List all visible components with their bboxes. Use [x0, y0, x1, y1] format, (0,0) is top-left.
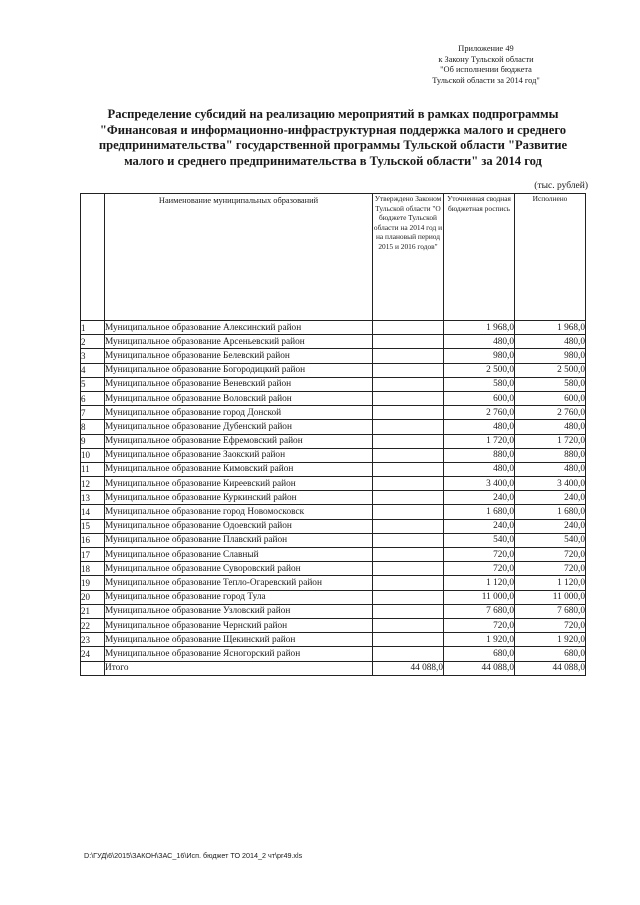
row-name: Муниципальное образование Щекинский район	[105, 633, 373, 647]
row-number: 21	[81, 604, 105, 618]
row-number: 2	[81, 335, 105, 349]
table-total-row	[81, 661, 586, 675]
row-approved	[373, 533, 444, 547]
row-refined: 720,0	[444, 562, 515, 576]
row-number: 6	[81, 391, 105, 405]
row-number: 13	[81, 491, 105, 505]
row-number: 22	[81, 618, 105, 632]
header-approved: Утверждено Законом Тульской области "О бюджете Тульской области на 2014 год и на плановый период 2015 и 2016 годов"	[373, 194, 444, 321]
row-number: 3	[81, 349, 105, 363]
row-executed: 240,0	[515, 519, 586, 533]
row-number: 8	[81, 420, 105, 434]
table-row	[81, 349, 586, 363]
row-name: Муниципальное образование Куркинский район	[105, 491, 373, 505]
row-name: Муниципальное образование Белевский район	[105, 349, 373, 363]
table-row	[81, 590, 586, 604]
row-number: 1	[81, 321, 105, 335]
header-name: Наименование муниципальных образований	[105, 194, 373, 321]
row-executed: 240,0	[515, 491, 586, 505]
file-path-footer: D:\ГУД\6\2015\ЗАКОН\ЗАС_16\Исп. бюджет ТО 2014_2 чт\pr49.xls	[84, 851, 303, 860]
row-executed: 1 680,0	[515, 505, 586, 519]
row-name: Муниципальное образование город Тула	[105, 590, 373, 604]
row-name: Муниципальное образование город Новомосковск	[105, 505, 373, 519]
row-executed: 720,0	[515, 618, 586, 632]
table-header-row	[81, 194, 586, 321]
row-name: Муниципальное образование Заокский район	[105, 448, 373, 462]
appendix-block	[380, 44, 592, 86]
row-refined: 880,0	[444, 448, 515, 462]
row-name: Муниципальное образование Суворовский район	[105, 562, 373, 576]
row-name: Муниципальное образование Веневский район	[105, 377, 373, 391]
title-line: предпринимательства" государственной программы Тульской области "Развитие	[98, 138, 568, 153]
row-refined: 1 120,0	[444, 576, 515, 590]
row-refined: 600,0	[444, 391, 515, 405]
row-executed: 7 680,0	[515, 604, 586, 618]
row-executed: 680,0	[515, 647, 586, 661]
row-executed: 480,0	[515, 420, 586, 434]
table-row	[81, 462, 586, 476]
table-row	[81, 406, 586, 420]
row-executed: 1 120,0	[515, 576, 586, 590]
row-approved	[373, 576, 444, 590]
table-row	[81, 491, 586, 505]
row-number: 18	[81, 562, 105, 576]
row-executed: 720,0	[515, 562, 586, 576]
row-number: 19	[81, 576, 105, 590]
row-executed: 600,0	[515, 391, 586, 405]
row-approved	[373, 604, 444, 618]
row-name: Муниципальное образование Славный	[105, 548, 373, 562]
row-approved	[373, 335, 444, 349]
row-executed: 980,0	[515, 349, 586, 363]
table-row	[81, 505, 586, 519]
row-number: 17	[81, 548, 105, 562]
row-approved	[373, 590, 444, 604]
row-approved	[373, 391, 444, 405]
table-row	[81, 321, 586, 335]
row-number: 11	[81, 462, 105, 476]
table-row	[81, 434, 586, 448]
appendix-line: Приложение 49	[458, 44, 514, 53]
row-executed: 3 400,0	[515, 477, 586, 491]
row-approved	[373, 321, 444, 335]
row-refined: 240,0	[444, 491, 515, 505]
row-number: 5	[81, 377, 105, 391]
row-refined: 1 720,0	[444, 434, 515, 448]
row-name: Муниципальное образование Киреевский район	[105, 477, 373, 491]
row-executed: 540,0	[515, 533, 586, 547]
row-refined: 1 920,0	[444, 633, 515, 647]
row-name: Муниципальное образование Алексинский район	[105, 321, 373, 335]
row-number: 9	[81, 434, 105, 448]
row-refined: 580,0	[444, 377, 515, 391]
row-executed: 2 760,0	[515, 406, 586, 420]
row-refined: 480,0	[444, 335, 515, 349]
row-executed: 880,0	[515, 448, 586, 462]
row-executed: 580,0	[515, 377, 586, 391]
row-name: Муниципальное образование город Донской	[105, 406, 373, 420]
row-refined: 1 968,0	[444, 321, 515, 335]
row-approved	[373, 633, 444, 647]
table-row	[81, 533, 586, 547]
row-executed: 11 000,0	[515, 590, 586, 604]
total-label: Итого	[105, 661, 373, 675]
row-executed: 480,0	[515, 462, 586, 476]
table-row	[81, 363, 586, 377]
total-refined: 44 088,0	[444, 661, 515, 675]
title-line: малого и среднего предпринимательства в Тульской области" за 2014 год	[124, 153, 542, 168]
row-number: 7	[81, 406, 105, 420]
row-approved	[373, 363, 444, 377]
table-row	[81, 633, 586, 647]
appendix-line: к Закону Тульской области	[438, 54, 534, 64]
row-approved	[373, 491, 444, 505]
row-approved	[373, 477, 444, 491]
table-row	[81, 576, 586, 590]
appendix-line: Тульской области за 2014 год"	[432, 75, 540, 85]
table-row	[81, 391, 586, 405]
table-row	[81, 377, 586, 391]
row-number: 12	[81, 477, 105, 491]
row-refined: 1 680,0	[444, 505, 515, 519]
row-approved	[373, 448, 444, 462]
unit-label: (тыс. рублей)	[534, 181, 588, 191]
row-approved	[373, 420, 444, 434]
row-executed: 1 720,0	[515, 434, 586, 448]
row-executed: 1 968,0	[515, 321, 586, 335]
row-refined: 2 500,0	[444, 363, 515, 377]
row-name: Муниципальное образование Плавский район	[105, 533, 373, 547]
row-refined: 980,0	[444, 349, 515, 363]
row-name: Муниципальное образование Кимовский район	[105, 462, 373, 476]
table-row	[81, 519, 586, 533]
row-approved	[373, 505, 444, 519]
row-approved	[373, 562, 444, 576]
row-number: 20	[81, 590, 105, 604]
row-approved	[373, 647, 444, 661]
row-approved	[373, 349, 444, 363]
row-name: Муниципальное образование Тепло-Огаревский район	[105, 576, 373, 590]
document-title	[78, 107, 588, 169]
table-row	[81, 420, 586, 434]
row-name: Муниципальное образование Арсеньевский район	[105, 335, 373, 349]
row-approved	[373, 406, 444, 420]
header-executed: Исполнено	[515, 194, 586, 321]
row-number: 4	[81, 363, 105, 377]
row-name: Муниципальное образование Ефремовский район	[105, 434, 373, 448]
row-number: 10	[81, 448, 105, 462]
row-refined: 480,0	[444, 462, 515, 476]
row-executed: 2 500,0	[515, 363, 586, 377]
row-refined: 680,0	[444, 647, 515, 661]
row-name: Муниципальное образование Одоевский район	[105, 519, 373, 533]
row-number: 15	[81, 519, 105, 533]
appendix-line: "Об исполнении бюджета	[440, 65, 532, 74]
subsidy-table	[80, 193, 586, 676]
title-line: Распределение субсидий на реализацию мероприятий в рамках подпрограммы	[107, 107, 559, 121]
row-number: 23	[81, 633, 105, 647]
row-approved	[373, 377, 444, 391]
table-row	[81, 562, 586, 576]
row-executed: 1 920,0	[515, 633, 586, 647]
total-number	[81, 661, 105, 675]
row-approved	[373, 462, 444, 476]
row-approved	[373, 519, 444, 533]
header-number	[81, 194, 105, 321]
row-name: Муниципальное образование Чернский район	[105, 618, 373, 632]
row-refined: 540,0	[444, 533, 515, 547]
total-approved: 44 088,0	[373, 661, 444, 675]
row-refined: 2 760,0	[444, 406, 515, 420]
table-row	[81, 477, 586, 491]
row-number: 16	[81, 533, 105, 547]
row-name: Муниципальное образование Ясногорский район	[105, 647, 373, 661]
title-line: "Финансовая и информационно-инфраструктурная поддержка малого и среднего	[99, 122, 567, 137]
row-refined: 11 000,0	[444, 590, 515, 604]
row-name: Муниципальное образование Воловский район	[105, 391, 373, 405]
table-row	[81, 647, 586, 661]
table-row	[81, 604, 586, 618]
table-row	[81, 335, 586, 349]
row-approved	[373, 548, 444, 562]
row-refined: 240,0	[444, 519, 515, 533]
row-refined: 7 680,0	[444, 604, 515, 618]
row-executed: 480,0	[515, 335, 586, 349]
row-number: 14	[81, 505, 105, 519]
header-refined: Уточненная сводная бюджетная роспись	[444, 194, 515, 321]
table-row	[81, 548, 586, 562]
row-approved	[373, 618, 444, 632]
row-name: Муниципальное образование Богородицкий район	[105, 363, 373, 377]
row-name: Муниципальное образование Дубенский район	[105, 420, 373, 434]
row-name: Муниципальное образование Узловский район	[105, 604, 373, 618]
row-refined: 720,0	[444, 548, 515, 562]
row-number: 24	[81, 647, 105, 661]
row-approved	[373, 434, 444, 448]
total-executed: 44 088,0	[515, 661, 586, 675]
row-executed: 720,0	[515, 548, 586, 562]
table-row	[81, 448, 586, 462]
row-refined: 480,0	[444, 420, 515, 434]
row-refined: 720,0	[444, 618, 515, 632]
row-refined: 3 400,0	[444, 477, 515, 491]
table-row	[81, 618, 586, 632]
